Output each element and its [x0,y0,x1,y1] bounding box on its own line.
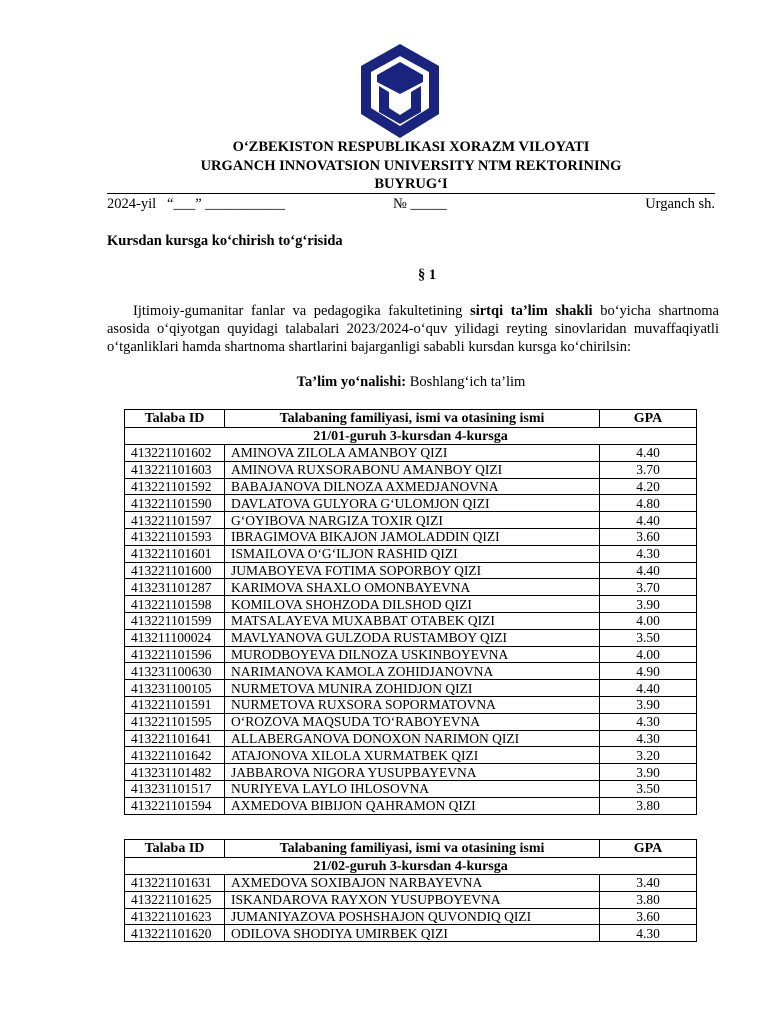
student-gpa: 3.80 [600,797,697,814]
student-name: IBRAGIMOVA BIKAJON JAMOLADDIN QIZI [225,528,600,545]
student-name: NURIYEVA LAYLO IHLOSOVNA [225,780,600,797]
header-line-1: O‘ZBEKISTON RESPUBLIKASI XORAZM VILOYATI [232,139,590,155]
table-row [125,891,697,908]
student-id: 413221101597 [125,512,225,529]
student-gpa: 4.30 [600,730,697,747]
student-name: ISMAILOVA O‘G‘ILJON RASHID QIZI [225,545,600,562]
student-id: 413221101599 [125,612,225,629]
student-id: 413231101482 [125,764,225,781]
table-row [125,747,697,764]
student-name: BABAJANOVA DILNOZA AXMEDJANOVNA [225,478,600,495]
table-row [125,445,697,462]
table-row [125,562,697,579]
group-title-row [125,858,697,875]
student-name: ODILOVA SHODIYA UMIRBEK QIZI [225,925,600,942]
student-id: 413221101603 [125,461,225,478]
group-title: 21/01-guruh 3-kursdan 4-kursga [125,428,697,445]
dateline [107,196,715,214]
student-name: NURMETOVA MUNIRA ZOHIDJON QIZI [225,680,600,697]
student-gpa: 3.90 [600,596,697,613]
student-gpa: 4.00 [600,646,697,663]
students-table-group-2 [124,839,697,942]
university-logo-icon [359,42,441,140]
table-row [125,579,697,596]
order-subject: Kursdan kursga ko‘chirish to‘g‘risida [107,233,343,249]
student-id: 413221101594 [125,797,225,814]
student-gpa: 4.40 [600,562,697,579]
student-id: 413221101620 [125,925,225,942]
student-id: 413231101517 [125,780,225,797]
student-gpa: 3.90 [600,764,697,781]
table-row [125,646,697,663]
table-header-row [125,840,697,858]
header-line-2: URGANCH INNOVATSION UNIVERSITY NTM REKTORINING [200,158,622,174]
direction-value: Boshlang‘ich ta’lim [406,374,526,390]
student-id: 413221101631 [125,875,225,892]
student-id: 413221101592 [125,478,225,495]
student-id: 413221101623 [125,908,225,925]
student-gpa: 4.80 [600,495,697,512]
header-gpa: GPA [600,410,697,428]
header-id: Talaba ID [125,410,225,428]
student-gpa: 4.30 [600,545,697,562]
student-id: 413231100105 [125,680,225,697]
student-gpa: 4.40 [600,512,697,529]
table-row [125,663,697,680]
study-direction [107,374,715,391]
table-row [125,461,697,478]
order-number: № _____ [393,196,447,212]
student-id: 413221101595 [125,713,225,730]
body-part-1: Ijtimoiy-gumanitar fanlar va pedagogika fakultetining [133,303,471,319]
student-gpa: 4.90 [600,663,697,680]
body-bold: sirtqi ta’lim shakli [470,303,593,319]
direction-label: Ta’lim yo‘nalishi: [296,374,407,390]
table-row [125,925,697,942]
student-gpa: 3.70 [600,579,697,596]
student-id: 413221101593 [125,528,225,545]
table-row [125,696,697,713]
student-gpa: 3.60 [600,908,697,925]
order-date: 2024-yil “___” ___________ [107,196,286,212]
header-id: Talaba ID [125,840,225,858]
student-gpa: 4.30 [600,713,697,730]
student-gpa: 4.30 [600,925,697,942]
header-gpa: GPA [600,840,697,858]
table-row [125,908,697,925]
table-row [125,629,697,646]
student-name: MAVLYANOVA GULZODA RUSTAMBOY QIZI [225,629,600,646]
students-table-group-1 [124,409,697,815]
table-row [125,528,697,545]
order-body [107,302,719,356]
table-row [125,680,697,697]
table-row [125,797,697,814]
student-id: 413221101601 [125,545,225,562]
student-id: 413221101602 [125,445,225,462]
table-row [125,596,697,613]
student-name: AMINOVA RUXSORABONU AMANBOY QIZI [225,461,600,478]
student-name: NARIMANOVA KAMOLA ZOHIDJANOVNA [225,663,600,680]
student-gpa: 3.40 [600,875,697,892]
student-id: 413221101641 [125,730,225,747]
student-id: 413231100630 [125,663,225,680]
body-part-2: bo‘yicha shartnoma asosida o‘qiyotgan quyidagi talabalari 2023/2024-o‘quv yilidagi reyting sinovlaridan muvaffaqiyatli o‘tganliklari hamda shartnoma shartlarini bajarganligi sababli kursdan kursga ko‘chirilsin: [107,303,719,355]
table-row [125,713,697,730]
student-name: JUMANIYAZOVA POSHSHAJON QUVONDIQ QIZI [225,908,600,925]
header-divider [107,193,715,194]
header-line-3: BUYRUG‘I [374,176,448,192]
student-name: KOMILOVA SHOHZODA DILSHOD QIZI [225,596,600,613]
student-gpa: 3.50 [600,780,697,797]
student-gpa: 3.90 [600,696,697,713]
student-name: AXMEDOVA SOXIBAJON NARBAYEVNA [225,875,600,892]
student-name: MATSALAYEVA MUXABBAT OTABEK QIZI [225,612,600,629]
student-id: 413221101596 [125,646,225,663]
student-name: ALLABERGANOVA DONOXON NARIMON QIZI [225,730,600,747]
student-gpa: 4.40 [600,680,697,697]
student-gpa: 3.70 [600,461,697,478]
student-gpa: 4.20 [600,478,697,495]
student-id: 413221101642 [125,747,225,764]
table-row [125,545,697,562]
student-name: G‘OYIBOVA NARGIZA TOXIR QIZI [225,512,600,529]
table-row [125,730,697,747]
student-gpa: 3.80 [600,891,697,908]
student-name: MURODBOYEVA DILNOZA USKINBOYEVNA [225,646,600,663]
table-row [125,612,697,629]
student-id: 413221101590 [125,495,225,512]
table-row [125,495,697,512]
student-name: AMINOVA ZILOLA AMANBOY QIZI [225,445,600,462]
student-id: 413211100024 [125,629,225,646]
student-name: ATAJONOVA XILOLA XURMATBEK QIZI [225,747,600,764]
section-number: § 1 [417,267,437,283]
student-id: 413231101287 [125,579,225,596]
group-title-row [125,428,697,445]
student-name: DAVLATOVA GULYORA G‘ULOMJON QIZI [225,495,600,512]
student-gpa: 3.60 [600,528,697,545]
student-name: JABBAROVA NIGORA YUSUPBAYEVNA [225,764,600,781]
table-row [125,875,697,892]
student-id: 413221101625 [125,891,225,908]
table-row [125,764,697,781]
table-header-row [125,410,697,428]
order-place: Urganch sh. [645,196,715,212]
student-name: ISKANDAROVA RAYXON YUSUPBOYEVNA [225,891,600,908]
student-gpa: 4.00 [600,612,697,629]
student-name: JUMABOYEVA FOTIMA SOPORBOY QIZI [225,562,600,579]
student-name: AXMEDOVA BIBIJON QAHRAMON QIZI [225,797,600,814]
table-row [125,512,697,529]
student-id: 413221101598 [125,596,225,613]
student-name: KARIMOVA SHAXLO OMONBAYEVNA [225,579,600,596]
header-name: Talabaning familiyasi, ismi va otasining ismi [225,410,600,428]
student-gpa: 3.20 [600,747,697,764]
header-name: Talabaning familiyasi, ismi va otasining ismi [225,840,600,858]
student-gpa: 4.40 [600,445,697,462]
student-name: NURMETOVA RUXSORA SOPORMATOVNA [225,696,600,713]
group-title: 21/02-guruh 3-kursdan 4-kursga [125,858,697,875]
student-name: O‘ROZOVA MAQSUDA TO‘RABOYEVNA [225,713,600,730]
student-id: 413221101600 [125,562,225,579]
student-gpa: 3.50 [600,629,697,646]
student-id: 413221101591 [125,696,225,713]
table-row [125,478,697,495]
table-row [125,780,697,797]
